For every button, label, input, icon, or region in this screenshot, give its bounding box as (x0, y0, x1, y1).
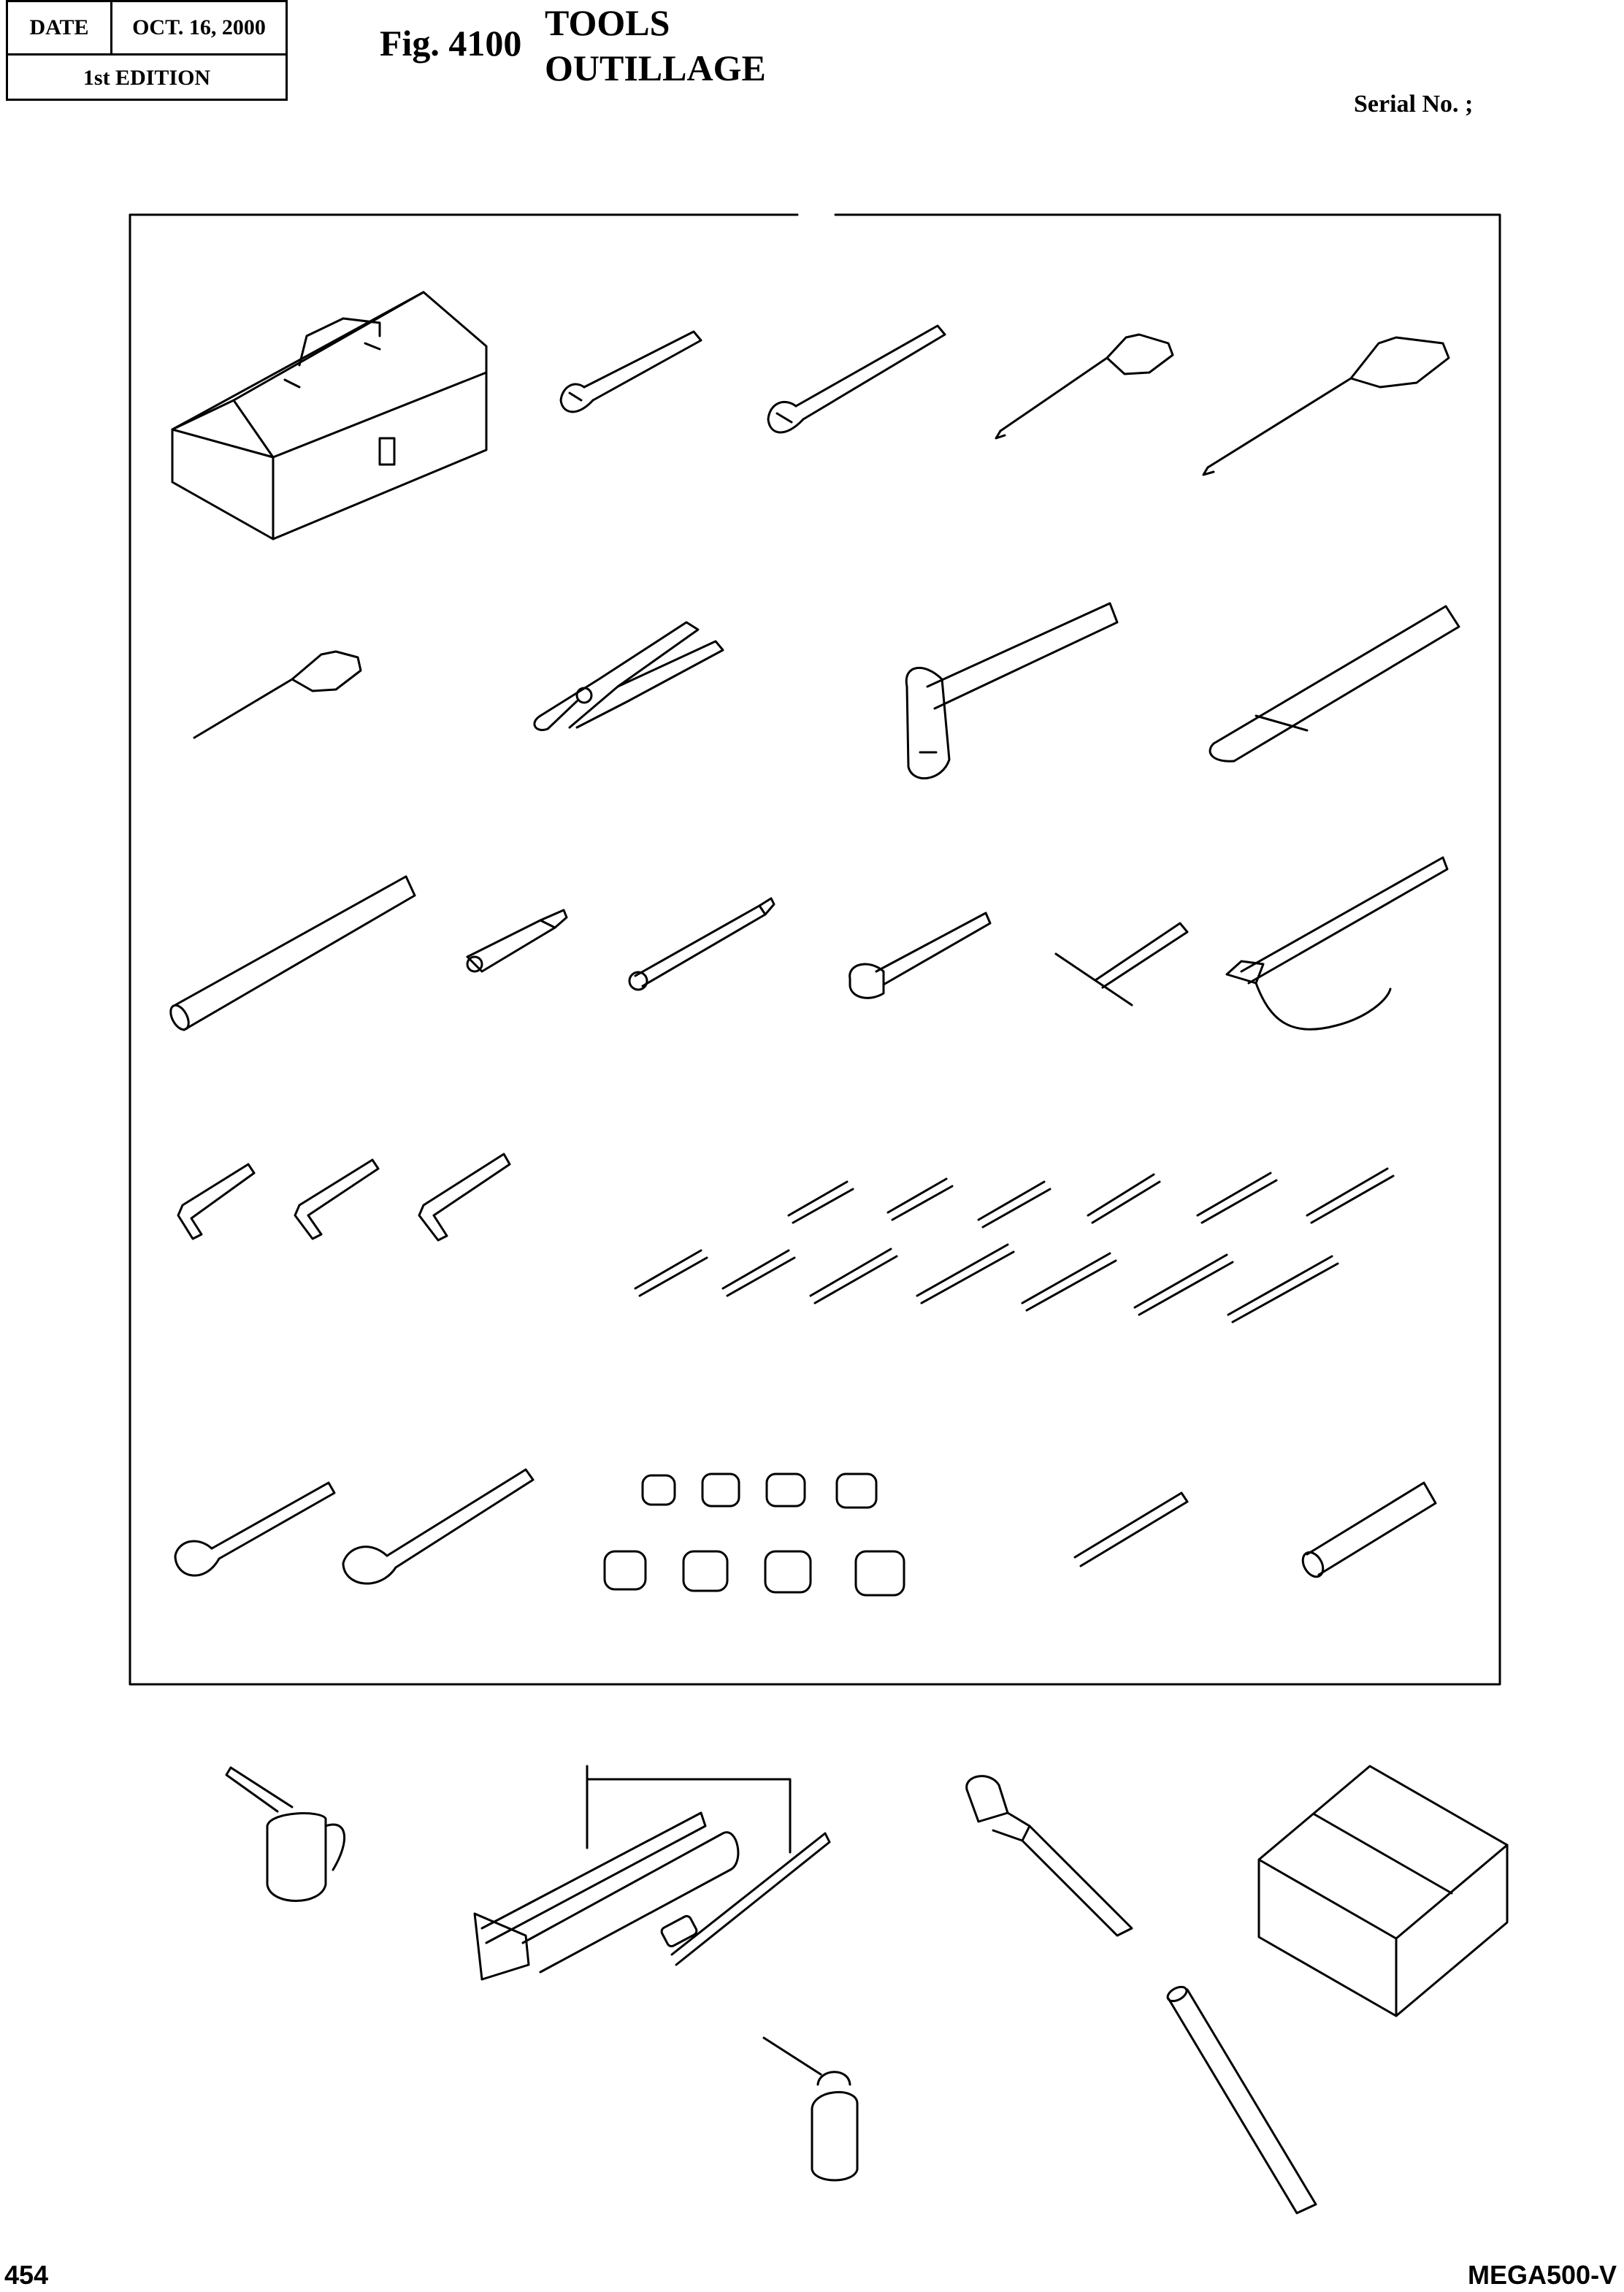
tool-box-drawing (172, 292, 486, 539)
box-spanner-drawing (1299, 1483, 1436, 1581)
hammer-drawing (906, 603, 1117, 779)
model-code: MEGA500-V (1468, 2260, 1617, 2290)
oil-pump-can-drawing (764, 2038, 857, 2180)
inner-panel-frame (130, 215, 1500, 1684)
pliers-drawing (535, 622, 723, 730)
socket-extension-short-drawing (467, 910, 567, 971)
title-english: TOOLS (545, 2, 670, 43)
adjustable-wrench-large-drawing (768, 326, 945, 432)
socket-extension-long-drawing (629, 898, 774, 990)
parts-box-drawing (1259, 1766, 1507, 2016)
screwdriver-large-drawing (1203, 337, 1449, 475)
date-value: OCT. 16, 2000 (132, 15, 266, 39)
grease-gun-drawing (475, 1766, 830, 1979)
title-french: OUTILLAGE (545, 47, 766, 88)
t-handle-drawing (1056, 923, 1187, 1005)
oil-can-drawing (226, 1768, 345, 1901)
single-open-end-wrenches-drawing (175, 1470, 533, 1584)
ratchet-handle-drawing (850, 913, 990, 998)
screwdriver-small-drawing (996, 335, 1173, 438)
pin-punch-drawing (1075, 1493, 1187, 1566)
awl-drawing (194, 652, 361, 738)
sockets-drawing (605, 1474, 904, 1595)
tube-bar-drawing (1165, 1984, 1316, 2213)
serial-number: Serial No. ; (1354, 91, 1474, 118)
adjustable-wrench-small-drawing (561, 332, 701, 412)
grease-hose-drawing (967, 1776, 1132, 1936)
page-number: 454 (4, 2260, 49, 2290)
edition-label: 1st EDITION (83, 66, 211, 90)
hex-keys-drawing (178, 1154, 510, 1240)
chisel-bar-drawing (1210, 606, 1459, 761)
chain-filter-wrench-drawing (1227, 857, 1447, 1029)
extension-bar-drawing (167, 876, 415, 1033)
double-open-end-wrenches-drawing (635, 1169, 1393, 1322)
figure-number: Fig. 4100 (380, 23, 522, 64)
date-label: DATE (8, 2, 112, 53)
